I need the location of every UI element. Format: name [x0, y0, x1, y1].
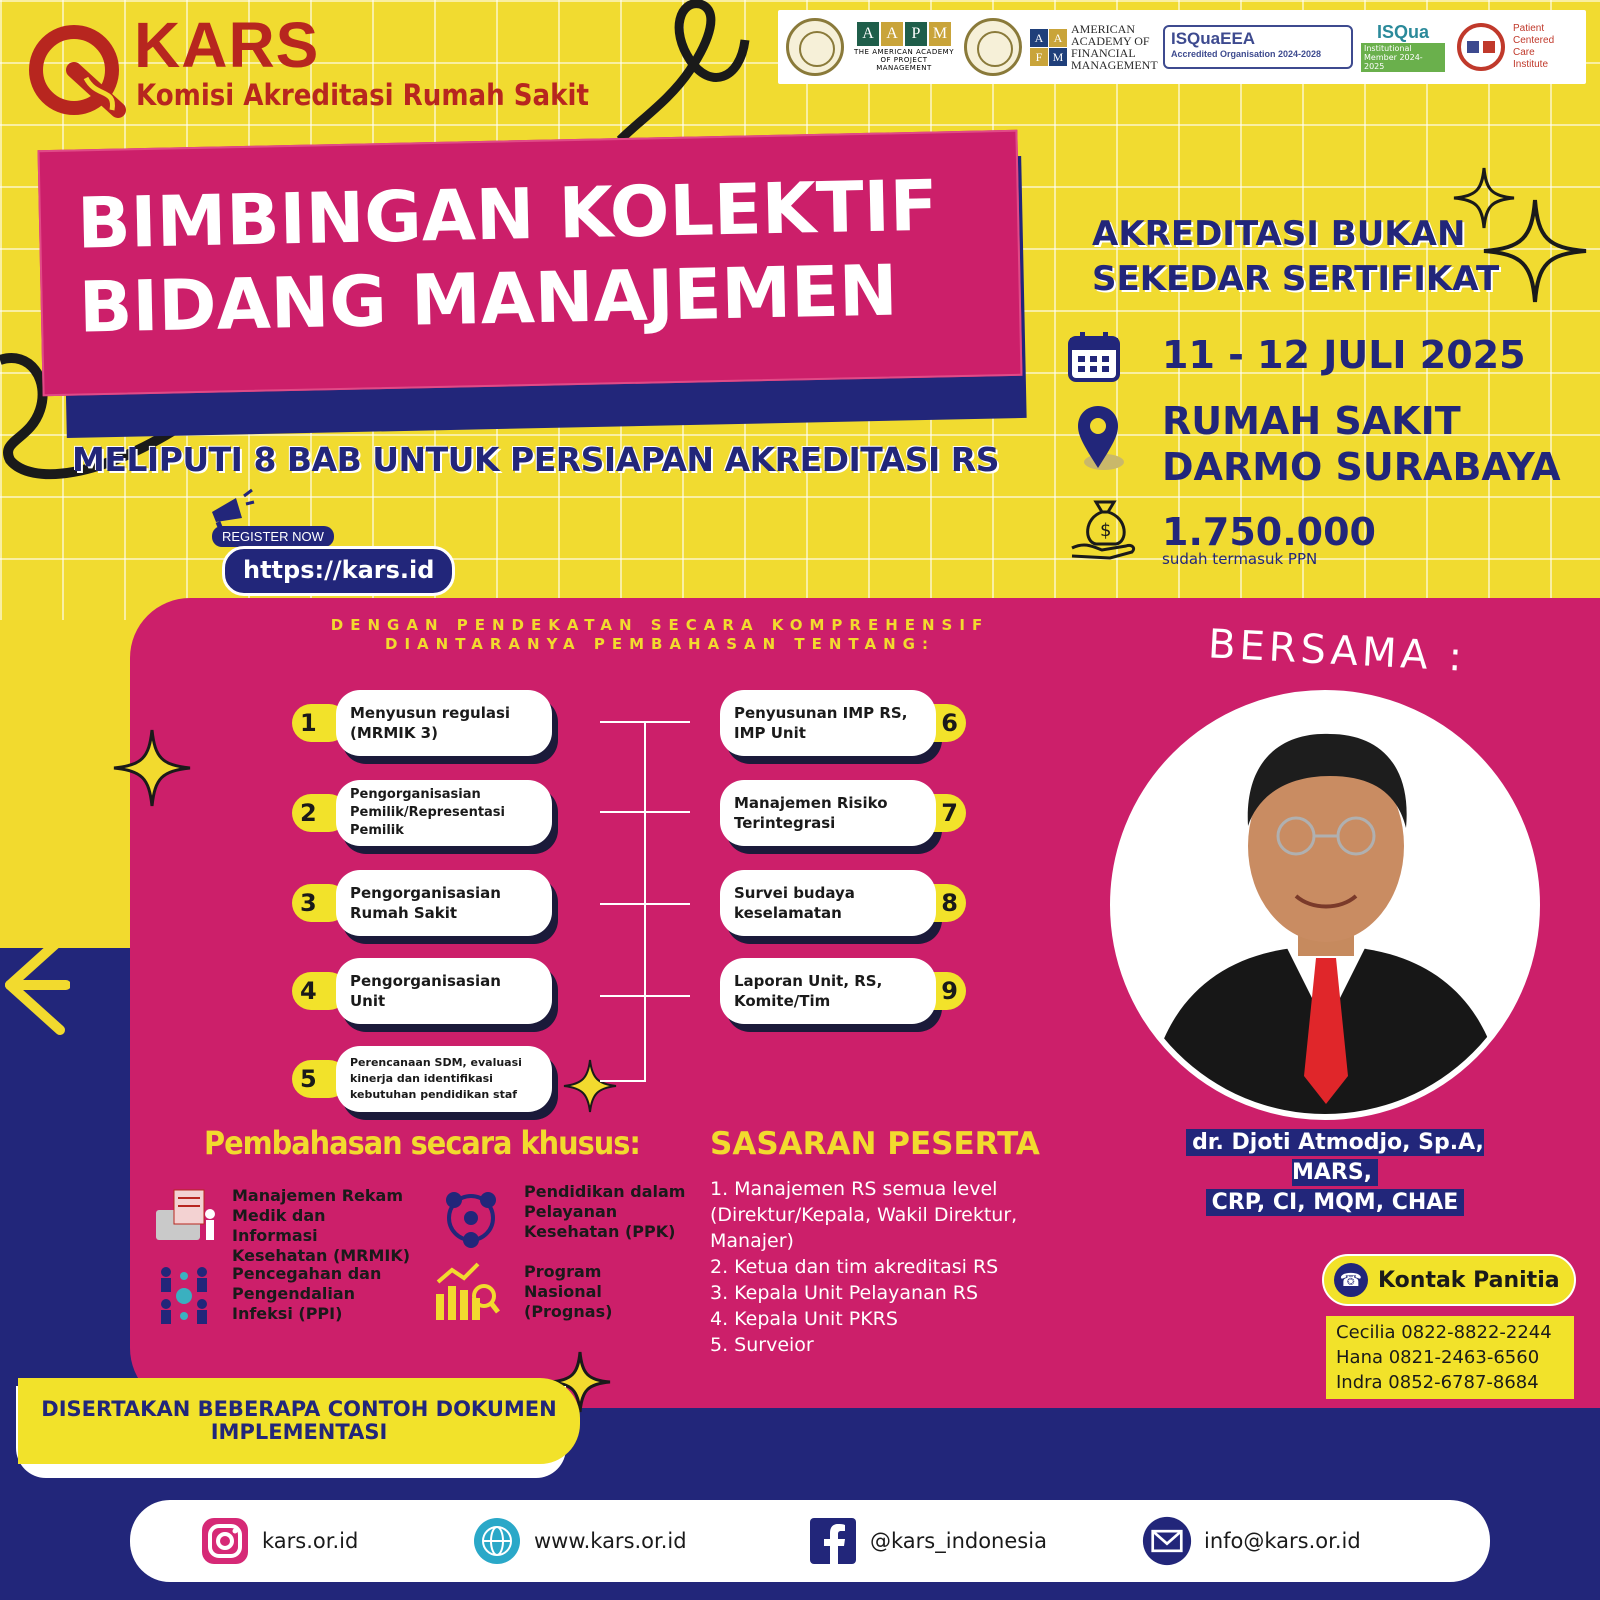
aafm-letter: A: [1030, 29, 1048, 47]
asterisk-decoration-icon: [0, 930, 70, 1040]
topic-label: Pengorganisasian Pemilik/Representasi Pemilik: [336, 780, 552, 846]
gafm-seal-icon: [786, 18, 844, 76]
instagram-icon: [200, 1516, 250, 1566]
topic-number: 1: [292, 704, 348, 742]
connector-line: [600, 903, 690, 905]
aapm-logo: [852, 22, 956, 72]
swirl-decoration-icon: [600, 0, 750, 150]
connector-line: [600, 1080, 646, 1082]
sasaran-item: 2. Ketua dan tim akreditasi RS: [710, 1256, 999, 1278]
topic-label: Penyusunan IMP RS, IMP Unit: [720, 690, 936, 756]
aapm-letter: M: [929, 22, 951, 46]
tagline-line-2: SEKEDAR SERTIFIKAT: [1092, 259, 1500, 299]
topic-label: Survei budaya keselamatan: [720, 870, 936, 936]
kars-subtitle: Komisi Akreditasi Rumah Sakit: [136, 78, 589, 112]
kontak-button[interactable]: [1322, 1254, 1576, 1306]
pcci-logo: [1453, 19, 1569, 75]
isqua-logo: [1361, 22, 1445, 72]
footer-bar: [130, 1500, 1490, 1582]
topic-label: Menyusun regulasi (MRMIK 3): [336, 690, 552, 756]
isqua-eea-text: ISQuaEEA: [1171, 29, 1256, 48]
khusus-item: Pencegahan dan Pengendalian Infeksi (PPI): [232, 1264, 382, 1323]
location-line-1: RUMAH SAKIT: [1162, 399, 1461, 443]
sasaran-item: 3. Kepala Unit Pelayanan RS: [710, 1282, 979, 1304]
khusus-item: Manajemen Rekam Medik dan Informasi Kesehatan (MRMIK): [232, 1186, 411, 1265]
approach-line-1: DENGAN PENDEKATAN SECARA KOMPREHENSIF: [330, 616, 990, 634]
facebook-handle[interactable]: @kars_indonesia: [870, 1529, 1047, 1553]
aapm-caption: THE AMERICAN ACADEMY OF PROJECT MANAGEMENT: [854, 48, 954, 72]
isqua-eea-logo: [1163, 25, 1353, 69]
pcci-emblem-icon: [1453, 19, 1509, 75]
khusus-item: Program Nasional (Prognas): [524, 1262, 613, 1321]
approach-heading: [300, 616, 1020, 654]
topic-label: Laporan Unit, RS, Komite/Tim: [720, 958, 936, 1024]
connector-line: [600, 811, 690, 813]
pcci-text: Patient Centered Care Institute: [1513, 23, 1555, 70]
speaker-name-line-1: dr. Djoti Atmodjo, Sp.A, MARS,: [1186, 1129, 1484, 1186]
price-note: sudah termasuk PPN: [1162, 550, 1318, 568]
aafm-text: AMERICAN ACADEMY OF FINANCIAL MANAGEMENT: [1071, 22, 1158, 72]
aapm-letter: P: [905, 22, 927, 46]
chart-search-icon: [434, 1258, 500, 1322]
topic-number: 2: [292, 794, 348, 832]
academy-seal-icon: [964, 18, 1022, 76]
sasaran-item: 1. Manajemen RS semua level (Direktur/Kepala, Wakil Direktur, Manajer): [710, 1178, 1018, 1252]
isqua-eea-accredited: Accredited Organisation 2024-2028: [1171, 49, 1322, 59]
register-label: REGISTER NOW: [212, 526, 334, 547]
connector-line: [644, 722, 646, 1082]
infection-control-icon: [152, 1264, 218, 1328]
bersama-label: BERSAMA :: [1206, 621, 1468, 681]
topic-number: 3: [292, 884, 348, 922]
khusus-item: Pendidikan dalam Pelayanan Kesehatan (PPK): [524, 1182, 686, 1241]
khusus-title: Pembahasan secara khusus:: [204, 1124, 640, 1162]
aafm-letter: A: [1049, 29, 1067, 47]
contact-entry[interactable]: Cecilia 0822-8822-2244: [1336, 1322, 1552, 1343]
footer-website[interactable]: [472, 1500, 687, 1582]
sasaran-item: 4. Kepala Unit PKRS: [710, 1308, 898, 1330]
event-price: 1.750.000: [1162, 510, 1376, 554]
sparkle-yellow-icon: [112, 728, 192, 808]
calendar-icon: [1066, 330, 1122, 384]
location-pin-icon: [1074, 402, 1126, 472]
topic-label: Perencanaan SDM, evaluasi kinerja dan identifikasi kebutuhan pendidikan staf: [336, 1046, 552, 1112]
tagline: [1092, 212, 1499, 302]
title-line-1: BIMBINGAN KOLEKTIF: [76, 164, 939, 265]
title-line-2: BIDANG MANAJEMEN: [78, 249, 899, 349]
kars-logo-icon: [26, 18, 136, 118]
footer-email[interactable]: [1142, 1500, 1361, 1582]
instagram-handle[interactable]: kars.or.id: [262, 1529, 359, 1553]
topic-label: Manajemen Risiko Terintegrasi: [720, 780, 936, 846]
sasaran-list: [710, 1176, 1060, 1358]
isqua-text: ISQua: [1376, 22, 1429, 42]
aafm-letter: M: [1049, 48, 1067, 66]
topic-number: 5: [292, 1060, 348, 1098]
approach-line-2: DIANTARANYA PEMBAHASAN TENTANG:: [385, 635, 935, 653]
connector-line: [600, 721, 690, 723]
topic-number: 7: [910, 794, 966, 832]
contact-entry[interactable]: Indra 0852-6787-8684: [1336, 1372, 1539, 1393]
disertakan-banner: DISERTAKAN BEBERAPA CONTOH DOKUMEN IMPLEMENTASI: [18, 1378, 580, 1464]
footer-instagram[interactable]: [200, 1500, 358, 1582]
aafm-logo: [1030, 22, 1158, 72]
footer-facebook[interactable]: [808, 1500, 1047, 1582]
money-bag-icon: [1070, 492, 1140, 560]
event-date: 11 - 12 JULI 2025: [1162, 333, 1526, 377]
sparkle-small-icon: [562, 1058, 618, 1114]
website-url[interactable]: www.kars.or.id: [534, 1529, 687, 1553]
location-line-2: DARMO SURABAYA: [1162, 445, 1561, 489]
email-address[interactable]: info@kars.or.id: [1204, 1529, 1361, 1553]
isqua-member: Institutional Member 2024-2025: [1361, 43, 1445, 72]
kars-brand: KARS: [134, 9, 320, 81]
sasaran-title: SASARAN PESERTA: [710, 1126, 1040, 1162]
connector-line: [600, 995, 690, 997]
medical-records-icon: [152, 1184, 218, 1248]
kontak-list: [1326, 1316, 1574, 1399]
speaker-name: [1140, 1128, 1530, 1218]
speaker-portrait-icon: [1116, 696, 1534, 1114]
facebook-icon: [808, 1516, 858, 1566]
phone-icon: ☎: [1334, 1263, 1368, 1297]
globe-icon: [472, 1516, 522, 1566]
aapm-letter: A: [857, 22, 879, 46]
speaker-photo: [1110, 690, 1540, 1120]
topic-number: 9: [910, 972, 966, 1010]
sasaran-item: 5. Surveior: [710, 1334, 814, 1356]
tagline-line-1: AKREDITASI BUKAN: [1092, 214, 1466, 254]
subtitle: MELIPUTI 8 BAB UNTUK PERSIAPAN AKREDITASI RS: [72, 440, 999, 479]
register-link[interactable]: https://kars.id: [222, 546, 455, 596]
topic-label: Pengorganisasian Rumah Sakit: [336, 870, 552, 936]
event-location: [1162, 398, 1560, 490]
topic-number: 8: [910, 884, 966, 922]
aafm-letter: F: [1030, 48, 1048, 66]
topic-number: 6: [910, 704, 966, 742]
page-title: [76, 162, 999, 349]
topic-number: 4: [292, 972, 348, 1010]
partner-logos: [778, 10, 1586, 84]
topic-label: Pengorganisasian Unit: [336, 958, 552, 1024]
education-network-icon: [438, 1186, 504, 1250]
speaker-name-line-2: CRP, CI, MQM, CHAE: [1206, 1189, 1465, 1216]
aapm-letter: A: [881, 22, 903, 46]
svg-text:$: $: [1100, 520, 1112, 541]
email-icon: [1142, 1516, 1192, 1566]
contact-entry[interactable]: Hana 0821-2463-6560: [1336, 1347, 1540, 1368]
kontak-label: Kontak Panitia: [1378, 1267, 1560, 1293]
